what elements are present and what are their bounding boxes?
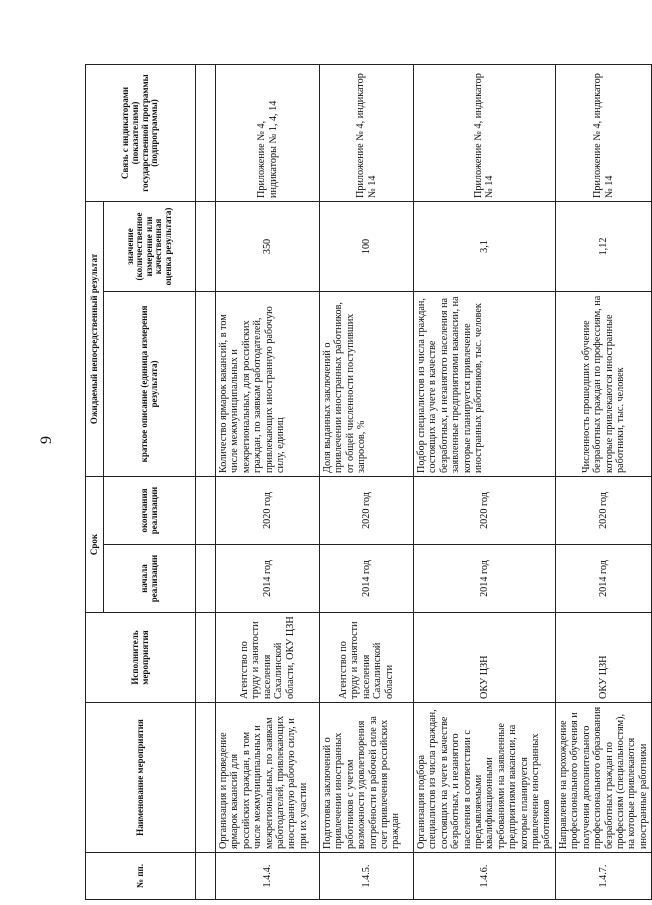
row-name: Подготовка заключений о привлечении иностранных работников с учетом возможности удовлетворения потребности в рабочей силе за счет привлечения российских граждан	[320, 703, 414, 853]
table-row	[414, 64, 556, 899]
row-executor: ОКУ ЦЗН	[414, 613, 556, 703]
row-desc: Количество ярмарок вакансий, в том числе межмуниципальных и межрегиональных, для российских граждан, по заявкам работодателей, привлекающих иностранную рабочую силу, единиц	[216, 291, 320, 476]
row-value: 1,12	[555, 201, 651, 291]
row-start: 2014 год	[320, 545, 414, 613]
row-value: 100	[320, 201, 414, 291]
header-row-3	[196, 64, 216, 899]
header-num: № пп.	[86, 853, 196, 900]
row-desc: Численность прошедших обучение безработных граждан по профессиям, на которые привлекаются иностранные работники, тыс. человек	[555, 291, 651, 476]
row-link: Приложение № 4, индикатор № 14	[555, 64, 651, 201]
row-desc: Подбор специалистов из числа граждан, состоящих на учете в качестве безработных, и незанятого населения на заявленные предприятиями вакансии, на которые планируется привлечение иностранных работников, тыс. человек	[414, 291, 556, 476]
row-end: 2020 год	[555, 476, 651, 544]
row-start: 2014 год	[216, 545, 320, 613]
header-term-start: начала реализации	[104, 545, 196, 613]
rotated-table-container	[85, 65, 649, 900]
row-num: 1.4.6.	[414, 853, 556, 900]
row-start: 2014 год	[555, 545, 651, 613]
measures-table	[85, 64, 652, 900]
row-end: 2020 год	[216, 476, 320, 544]
row-end: 2020 год	[414, 476, 556, 544]
header-row-1	[86, 64, 104, 899]
row-num: 1.4.7.	[555, 853, 651, 900]
row-executor: Агентство по труду и занятости населения Сахалинской области	[320, 613, 414, 703]
header-result: Ожидаемый непосредственный результат	[86, 201, 104, 476]
header-link: Связь с индикаторами (показателями) государственной программы (подпрограммы)	[86, 64, 196, 201]
header-term: Срок	[86, 476, 104, 612]
row-executor: ОКУ ЦЗН	[555, 613, 651, 703]
header-name: Наименование мероприятия	[86, 703, 196, 853]
row-end: 2020 год	[320, 476, 414, 544]
row-num: 1.4.5.	[320, 853, 414, 900]
table-row	[320, 64, 414, 899]
row-link: Приложение № 4, индикаторы № 1, 4, 14	[216, 64, 320, 201]
row-name: Организация и проведение ярмарок вакансий для российских граждан, в том числе межмуниципальных и межрегиональных, по заявкам работодателей, привлекающих иностранную рабочую силу, и при их участии	[216, 703, 320, 853]
header-executor: Исполнитель мероприятия	[86, 613, 196, 703]
table-row	[555, 64, 651, 899]
header-result-desc: краткое описание (единица измерения результата)	[104, 291, 196, 476]
header-result-value: значение (количественное измерение или качественная оценка результата)	[104, 201, 196, 291]
row-executor: Агентство по труду и занятости населения Сахалинской области, ОКУ ЦЗН	[216, 613, 320, 703]
row-name: Организация подбора специалистов из числа граждан, состоящих на учете в качестве безработных, и незанятого населения в соответствии с предъявляемыми квалификационными требованиями на заявленные предприятиями вакансии, на которые планируется привлечение иностранных работников	[414, 703, 556, 853]
row-desc: Доля выданных заключений о привлечении иностранных работников, от общей численности поступивших запросов, %	[320, 291, 414, 476]
row-value: 3,1	[414, 201, 556, 291]
row-link: Приложение № 4, индикатор № 14	[320, 64, 414, 201]
row-start: 2014 год	[414, 545, 556, 613]
row-num: 1.4.4.	[216, 853, 320, 900]
row-value: 350	[216, 201, 320, 291]
table-row	[216, 64, 320, 899]
row-name: Направление на прохождение профессионального обучения и получения дополнительного профессионального образования безработных граждан по профессиям (специальностям), на которые привлекаются иностранные работники	[555, 703, 651, 853]
page-number: 9	[38, 436, 55, 444]
row-link: Приложение № 4, индикатор № 14	[414, 64, 556, 201]
header-term-end: окончания реализации	[104, 476, 196, 544]
